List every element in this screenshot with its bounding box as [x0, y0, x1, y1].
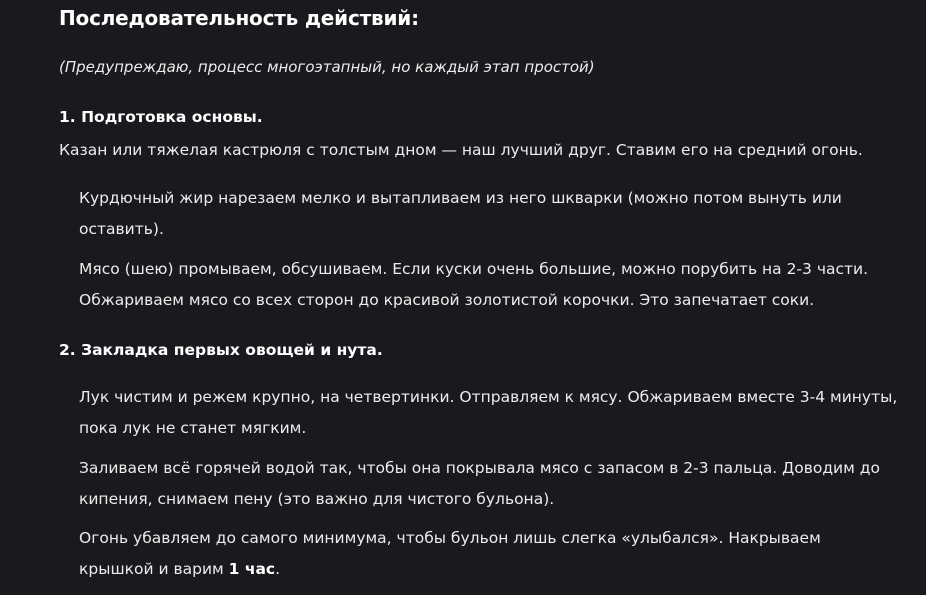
step-2-item-2: Заливаем всё горячей водой так, чтобы она покрывала мясо с запасом в 2-3 пальца. Доводим до кипения, снимаем пену (это важно для чистого бульона). [79, 459, 880, 508]
step-1-item-1: Курдючный жир нарезаем мелко и вытапливаем из него шкварки (можно потом вынуть или оставить). [79, 189, 842, 238]
warning-note: (Предупреждаю, процесс многоэтапный, но каждый этап простой) [59, 58, 595, 76]
step-2-item-3-text: Огонь убавляем до самого минимума, чтобы бульон лишь слегка «улыбался». Накрываем крышкой и варим [79, 529, 821, 578]
step-2-item-3 [79, 523, 899, 585]
step-1-title: 1. Подготовка основы. [59, 108, 263, 126]
step-1-item-2: Мясо (шею) промываем, обсушиваем. Если куски очень большие, можно порубить на 2-3 части. Обжариваем мясо со всех сторон до красивой золотистой корочки. Это запечатает соки. [79, 260, 869, 309]
section-heading: Последовательность действий: [59, 6, 419, 30]
step-2-item-1: Лук чистим и режем крупно, на четвертинки. Отправляем к мясу. Обжариваем вместе 3-4 минуты, пока лук не станет мягким. [79, 388, 898, 437]
step-1-intro: Казан или тяжелая кастрюля с толстым дном — наш лучший друг. Ставим его на средний огонь. [59, 141, 863, 159]
step-2-item-3-end: . [275, 560, 281, 578]
cook-time: 1 час [228, 560, 276, 578]
step-2-title: 2. Закладка первых овощей и нута. [59, 341, 383, 359]
